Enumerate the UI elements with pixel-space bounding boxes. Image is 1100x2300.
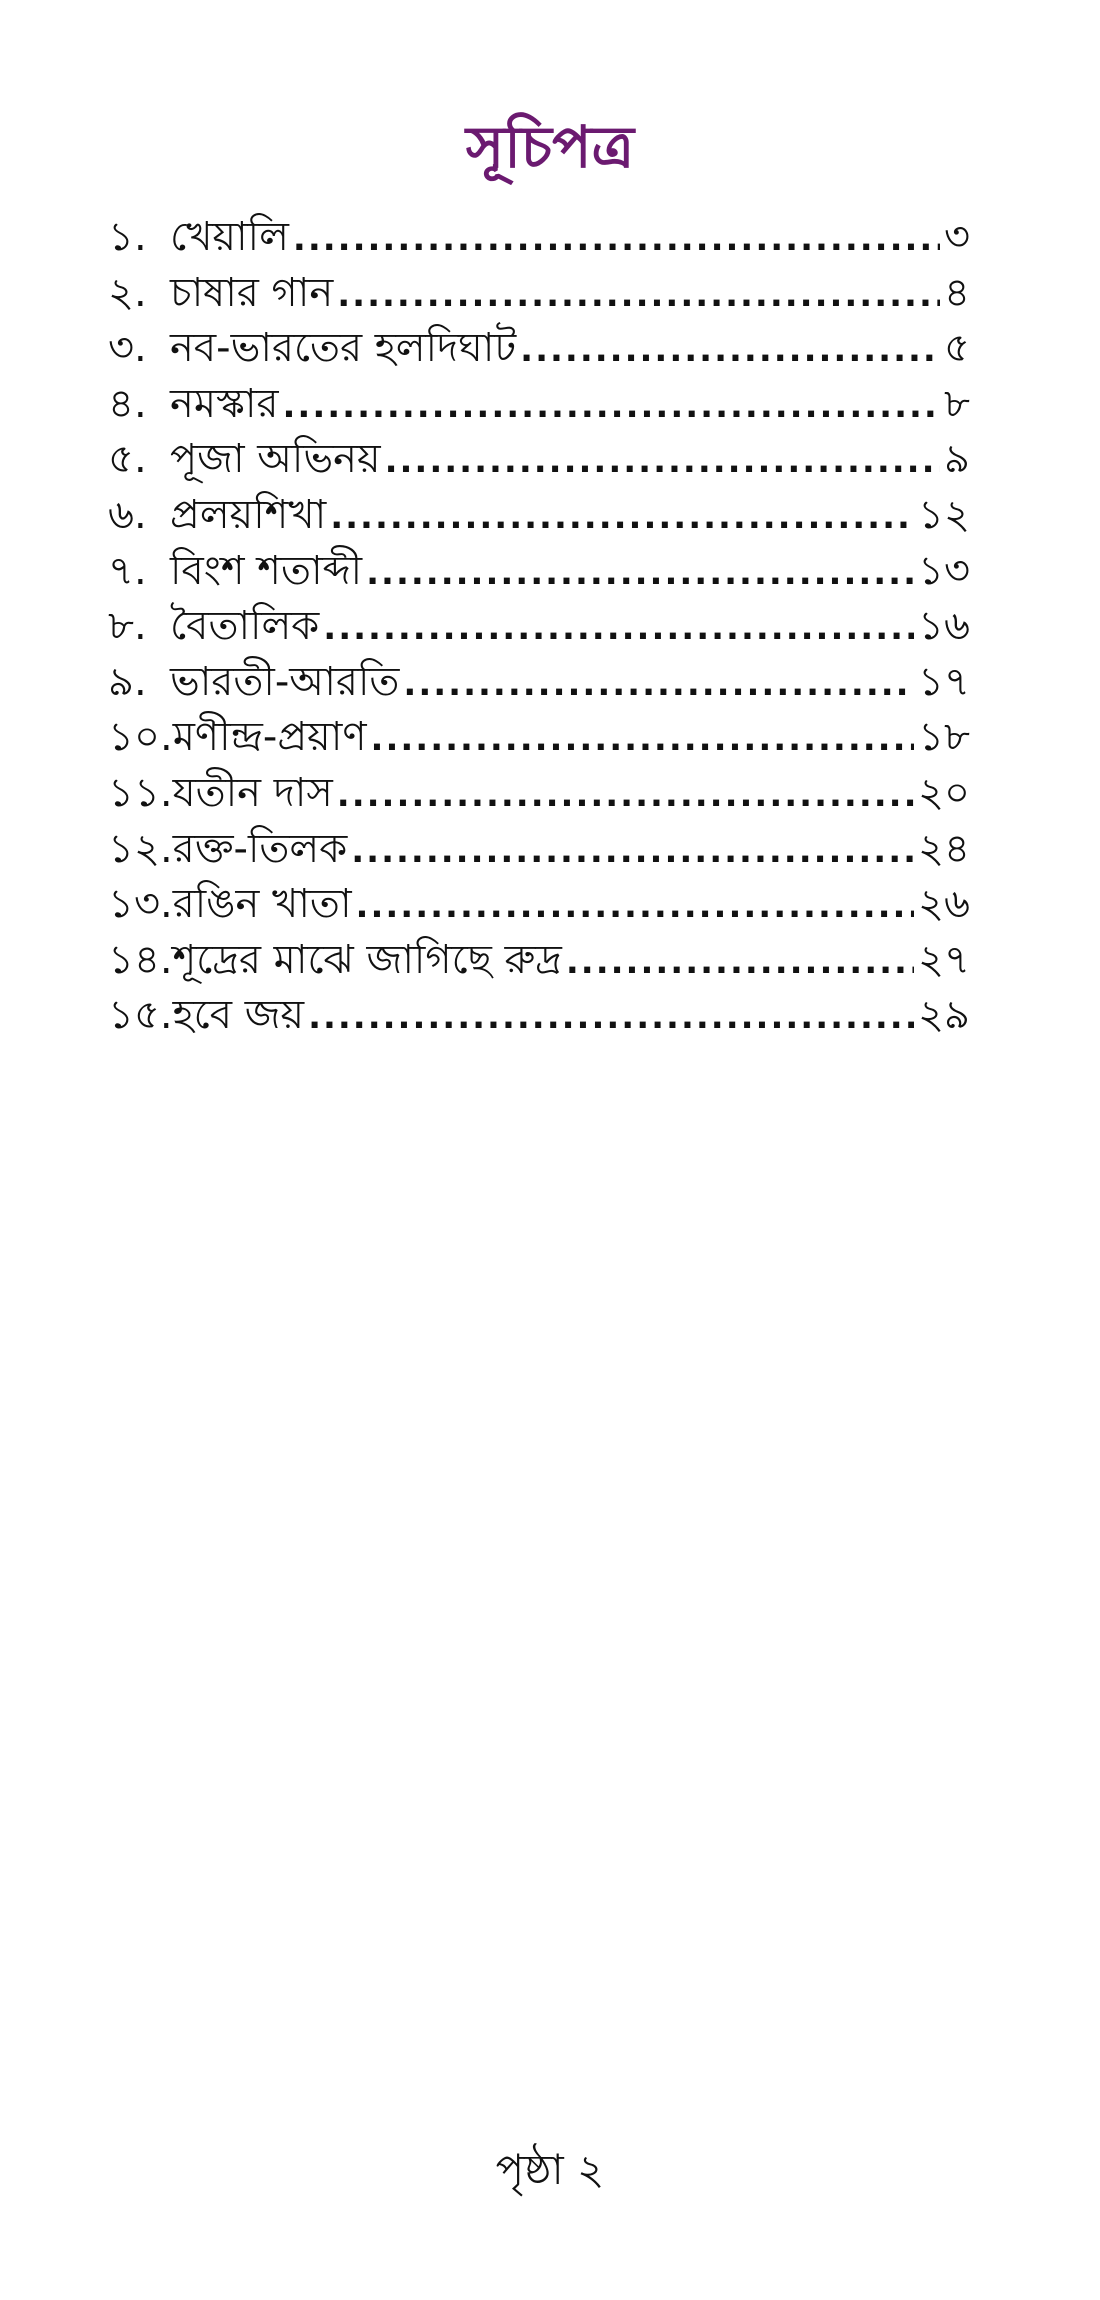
toc-entry-page: ৮ bbox=[944, 380, 970, 427]
toc-entry-number: ১২. bbox=[108, 825, 173, 872]
toc-entry-number: ৭. bbox=[108, 547, 147, 594]
toc-entry-title: নব-ভারতের হলদিঘাট bbox=[170, 325, 517, 372]
toc-entry-title: ভারতী-আরতি bbox=[170, 658, 400, 705]
toc-entry-number: ৮. bbox=[108, 603, 147, 650]
toc-entry-title: খেয়ালি bbox=[170, 214, 289, 260]
toc-entry-number: ১. bbox=[108, 214, 147, 260]
page-footer bbox=[0, 2140, 1100, 2200]
toc-entry-title: বৈতালিক bbox=[170, 603, 320, 650]
toc-dot-leader bbox=[566, 935, 914, 989]
toc-dot-leader bbox=[337, 268, 940, 322]
toc-entry-page: ১৭ bbox=[918, 658, 970, 705]
toc-entry-page: ১৩ bbox=[918, 547, 970, 594]
toc-entry-title: বিংশ শতাব্দী bbox=[170, 547, 363, 594]
toc-entry bbox=[108, 710, 970, 766]
toc-entry-page: ২৪ bbox=[918, 825, 970, 872]
toc-entry-number: ৫. bbox=[108, 436, 147, 483]
toc-dot-leader bbox=[308, 990, 914, 1044]
toc-entry-page: ২৭ bbox=[917, 936, 970, 983]
table-of-contents bbox=[108, 210, 970, 1044]
toc-entry-page: ১৬ bbox=[918, 603, 970, 650]
toc-entry-title: যতীন দাস bbox=[172, 769, 333, 816]
toc-dot-leader bbox=[330, 490, 914, 544]
toc-entry-title: হবে জয় bbox=[172, 992, 305, 1039]
toc-entry bbox=[108, 432, 970, 488]
toc-dot-leader bbox=[520, 323, 940, 377]
toc-dot-leader bbox=[371, 712, 915, 766]
toc-entry-number: ৬. bbox=[108, 491, 147, 538]
toc-entry-number: ৩. bbox=[108, 325, 147, 372]
toc-entry-title: রক্ত-তিলক bbox=[172, 825, 348, 872]
toc-entry-page: ২৬ bbox=[917, 881, 970, 928]
toc-entry-number: ১১. bbox=[108, 769, 173, 816]
toc-entry-number: ২. bbox=[108, 269, 147, 316]
toc-entry-page: ৫ bbox=[944, 325, 970, 372]
toc-entry-number: ৯. bbox=[108, 658, 147, 705]
toc-entry-number: ১৩. bbox=[108, 881, 173, 928]
toc-dot-leader bbox=[356, 879, 914, 933]
toc-entry bbox=[108, 988, 970, 1044]
toc-entry bbox=[108, 599, 970, 655]
toc-entry-number: ১০. bbox=[108, 714, 173, 761]
toc-entry-page: ২৯ bbox=[918, 992, 970, 1039]
toc-entry bbox=[108, 544, 970, 600]
toc-entry-title: নমস্কার bbox=[170, 380, 279, 427]
toc-entry bbox=[108, 210, 970, 266]
page-title: সূচিপত্র bbox=[465, 112, 635, 181]
toc-entry-title: রঙিন খাতা bbox=[172, 881, 352, 928]
toc-dot-leader bbox=[337, 768, 914, 822]
toc-dot-leader bbox=[351, 824, 914, 878]
toc-entry-page: ৩ bbox=[943, 214, 970, 260]
toc-entry-title: পূজা অভিনয় bbox=[170, 436, 381, 483]
toc-entry bbox=[108, 822, 970, 878]
toc-entry-page: ২০ bbox=[917, 769, 970, 816]
toc-entry bbox=[108, 488, 970, 544]
toc-dot-leader bbox=[293, 212, 940, 266]
toc-dot-leader bbox=[403, 657, 914, 711]
toc-entry-number: ১৫. bbox=[108, 992, 173, 1039]
toc-entry bbox=[108, 266, 970, 322]
toc-entry-title: প্রলয়শিখা bbox=[170, 491, 327, 538]
toc-entry-page: ১২ bbox=[918, 491, 970, 538]
toc-entry-title: মণীন্দ্র-প্রয়াণ bbox=[172, 714, 367, 761]
toc-entry-number: ৪. bbox=[108, 380, 147, 427]
toc-dot-leader bbox=[323, 601, 914, 655]
toc-entry bbox=[108, 766, 970, 822]
toc-dot-leader bbox=[283, 379, 941, 433]
toc-entry-page: ৯ bbox=[944, 436, 970, 483]
toc-entry bbox=[108, 655, 970, 711]
toc-dot-leader bbox=[366, 546, 914, 600]
page-number: পৃষ্ঠা ২ bbox=[495, 2145, 605, 2194]
toc-entry-number: ১৪. bbox=[108, 936, 173, 983]
toc-entry bbox=[108, 377, 970, 433]
toc-entry bbox=[108, 933, 970, 989]
toc-dot-leader bbox=[385, 434, 940, 488]
toc-entry-title: শূদ্রের মাঝে জাগিছে রুদ্র bbox=[172, 936, 562, 983]
toc-entry bbox=[108, 321, 970, 377]
toc-entry bbox=[108, 877, 970, 933]
toc-entry-page: ৪ bbox=[944, 269, 970, 316]
toc-entry-title: চাষার গান bbox=[170, 269, 334, 316]
toc-entry-page: ১৮ bbox=[918, 714, 970, 761]
